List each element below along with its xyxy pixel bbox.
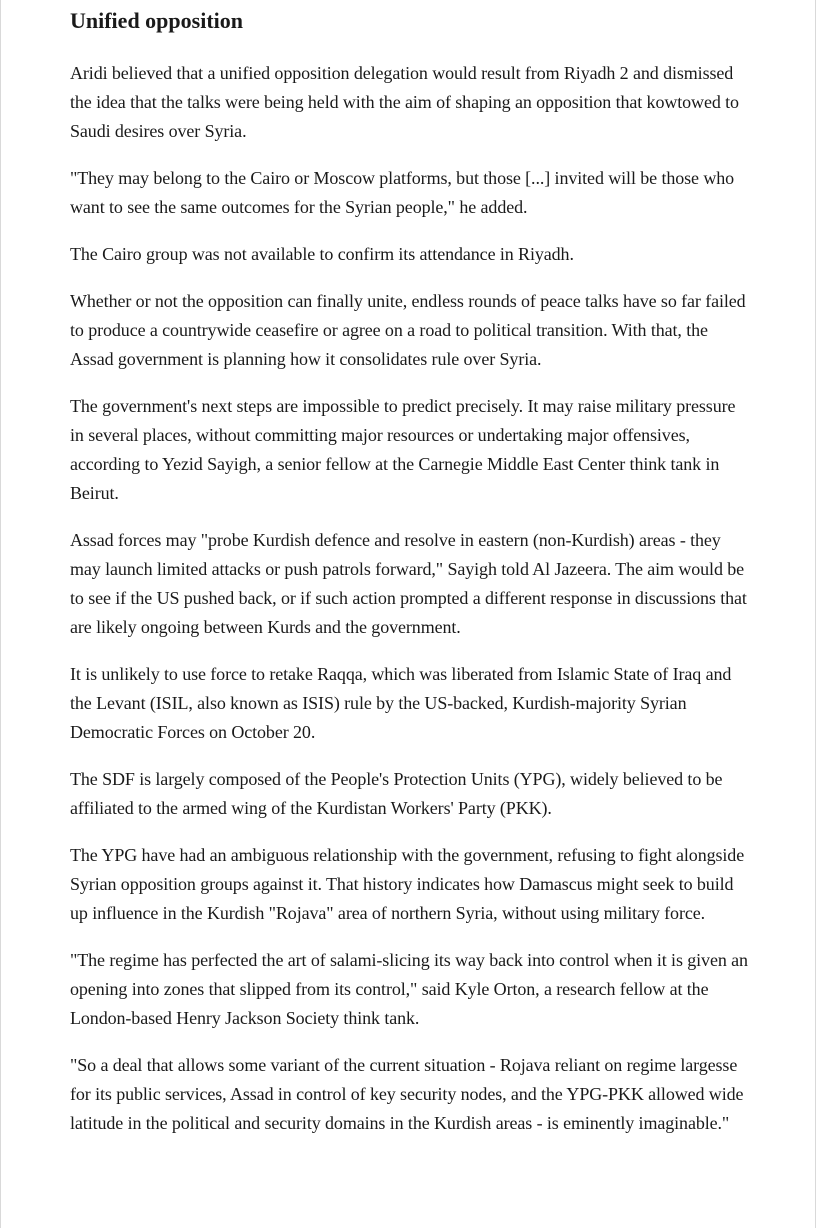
- article-paragraph: Assad forces may "probe Kurdish defence and resolve in eastern (non-Kurdish) areas - they may launch limited attacks or push patrols forward," Sayigh told Al Jazeera. The aim would be to see if the US pushed back, or if such action prompted a different response in discussions that are likely ongoing between Kurds and the government.: [70, 530, 747, 637]
- article-body: [70, 6, 750, 1156]
- article-paragraph: The SDF is largely composed of the People's Protection Units (YPG), widely believed to be affiliated to the armed wing of the Kurdistan Workers' Party (PKK).: [70, 769, 723, 818]
- article-paragraph: "They may belong to the Cairo or Moscow platforms, but those [...] invited will be those who want to see the same outcomes for the Syrian people," he added.: [70, 168, 735, 217]
- article-paragraph: The Cairo group was not available to confirm its attendance in Riyadh.: [70, 244, 574, 264]
- section-heading: Unified opposition: [70, 8, 243, 33]
- article-paragraph: Aridi believed that a unified opposition delegation would result from Riyadh 2 and dismissed the idea that the talks were being held with the aim of shaping an opposition that kowtowed to Saudi desires over Syria.: [70, 63, 739, 141]
- article-paragraph: It is unlikely to use force to retake Raqqa, which was liberated from Islamic State of Iraq and the Levant (ISIL, also known as ISIS) rule by the US-backed, Kurdish-majority Syrian Democratic Forces on October 20.: [70, 664, 732, 742]
- article-paragraph: "The regime has perfected the art of salami-slicing its way back into control when it is given an opening into zones that slipped from its control," said Kyle Orton, a research fellow at the London-based Henry Jackson Society think tank.: [70, 950, 748, 1028]
- article-paragraph: "So a deal that allows some variant of the current situation - Rojava reliant on regime largesse for its public services, Assad in control of key security nodes, and the YPG-PKK allowed wide latitude in the political and security domains in the Kurdish areas - is eminently imaginable.": [70, 1055, 744, 1133]
- article-paragraph: The government's next steps are impossible to predict precisely. It may raise military pressure in several places, without committing major resources or undertaking major offensives, according to Yezid Sayigh, a senior fellow at the Carnegie Middle East Center think tank in Beirut.: [70, 396, 736, 503]
- article-paragraph: Whether or not the opposition can finally unite, endless rounds of peace talks have so far failed to produce a countrywide ceasefire or agree on a road to political transition. With that, the Assad government is planning how it consolidates rule over Syria.: [70, 291, 746, 369]
- article-paragraph: The YPG have had an ambiguous relationship with the government, refusing to fight alongside Syrian opposition groups against it. That history indicates how Damascus might seek to build up influence in the Kurdish "Rojava" area of northern Syria, without using military force.: [70, 845, 745, 923]
